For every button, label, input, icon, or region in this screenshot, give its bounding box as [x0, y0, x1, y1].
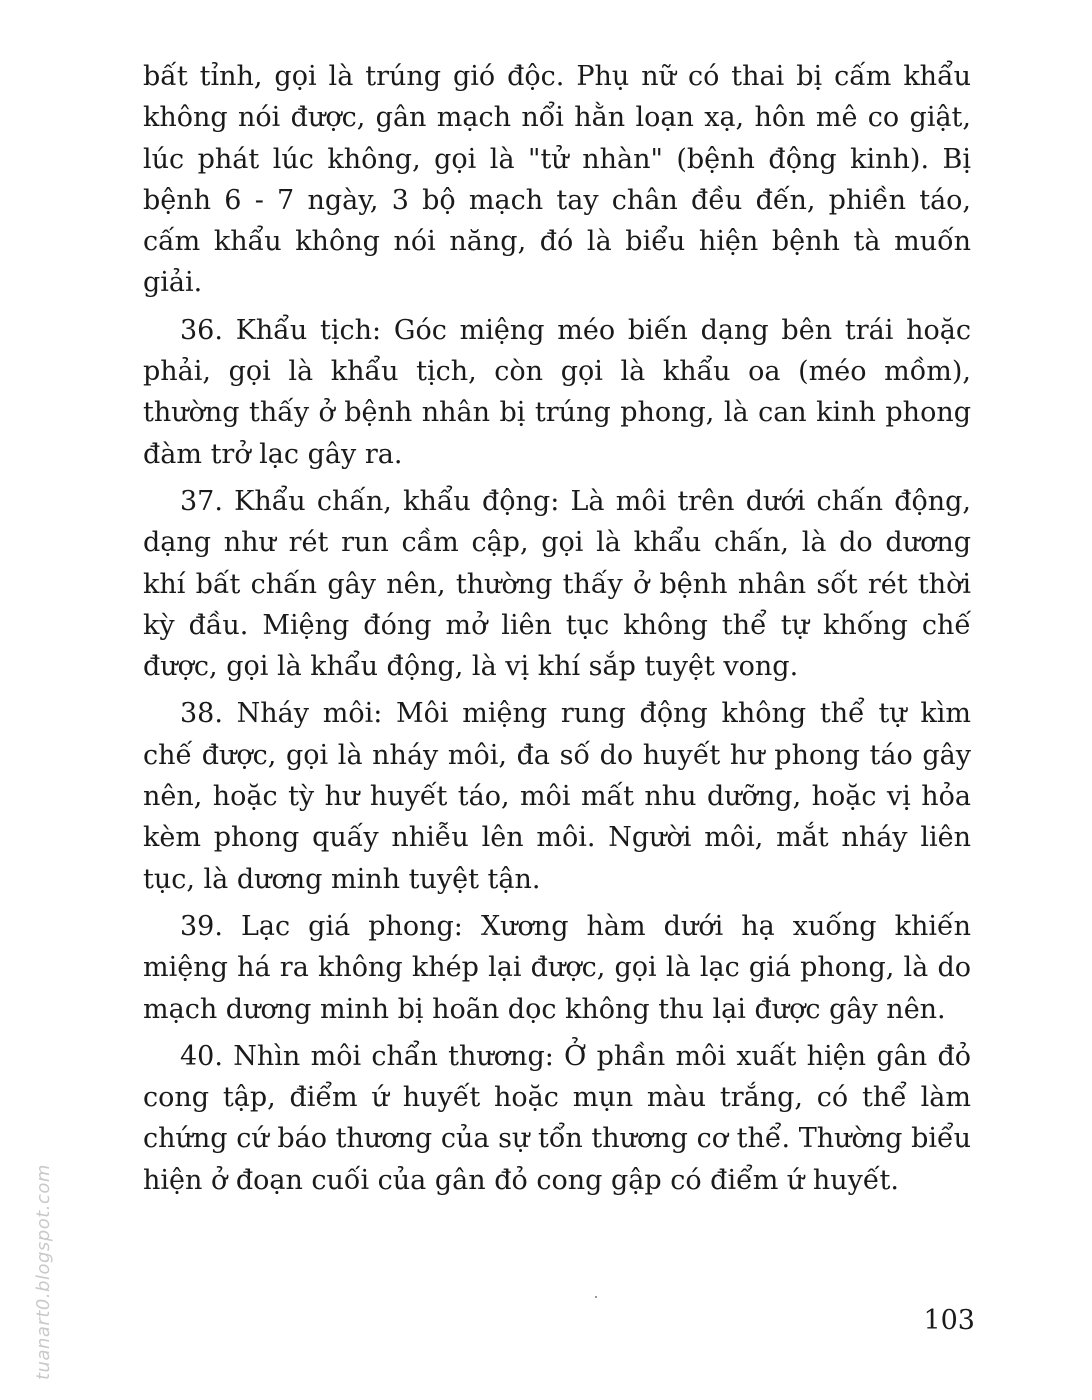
paragraph-item-39: 39. Lạc giá phong: Xương hàm dưới hạ xuống khiến miệng há ra không khép lại được, gọi là lạc giá phong, là do mạch dương minh bị hoãn dọc không thu lại được gây nên. [143, 910, 971, 1025]
paragraph-item-37: 37. Khẩu chấn, khẩu động: Là môi trên dưới chấn động, dạng như rét run cầm cập, gọi là khẩu chấn, là do dương khí bất chấn gây nên, thường thấy ở bệnh nhân sốt rét thời kỳ đầu. Miệng đóng mở liên tục không thể tự khống chế được, gọi là khẩu động, là vị khí sắp tuyệt vong. [143, 485, 971, 683]
paragraph-item-36: 36. Khẩu tịch: Góc miệng méo biến dạng bên trái hoặc phải, gọi là khẩu tịch, còn gọi là khẩu oa (méo mồm), thường thấy ở bệnh nhân bị trúng phong, là can kinh phong đàm trở lạc gây ra. [143, 314, 971, 470]
paragraph-continuation: bất tỉnh, gọi là trúng gió độc. Phụ nữ có thai bị cấm khẩu không nói được, gân mạch nổi hằn loạn xạ, hôn mê co giật, lúc phát lúc không, gọi là "tử nhàn" (bệnh động kinh). Bị bệnh 6 - 7 ngày, 3 bộ mạch tay chân đều đến, phiền táo, cấm khẩu không nói năng, đó là biểu hiện bệnh tà muốn giải. [143, 61, 971, 299]
body-text [143, 56, 971, 1201]
paragraph-item-38: 38. Nháy môi: Môi miệng rung động không thể tự kìm chế được, gọi là nháy môi, đa số do huyết hư phong táo gây nên, hoặc tỳ hư huyết táo, môi mất nhu dưỡng, hoặc vị hỏa kèm phong quấy nhiễu lên môi. Người môi, mắt nháy liên tục, là dương minh tuyệt tận. [143, 698, 971, 895]
paragraph-item-40: 40. Nhìn môi chẩn thương: Ở phần môi xuất hiện gân đỏ cong tập, điểm ứ huyết hoặc mụn màu trắng, có thể làm chứng cứ báo thương của sự tổn thương cơ thể. Thường biểu hiện ở đoạn cuối của gân đỏ cong gập có điểm ứ huyết. [143, 1040, 971, 1196]
page-number: 103 [923, 1305, 975, 1336]
scan-speck [595, 1296, 597, 1298]
watermark: tuanart0.blogspot.com [33, 1164, 54, 1380]
